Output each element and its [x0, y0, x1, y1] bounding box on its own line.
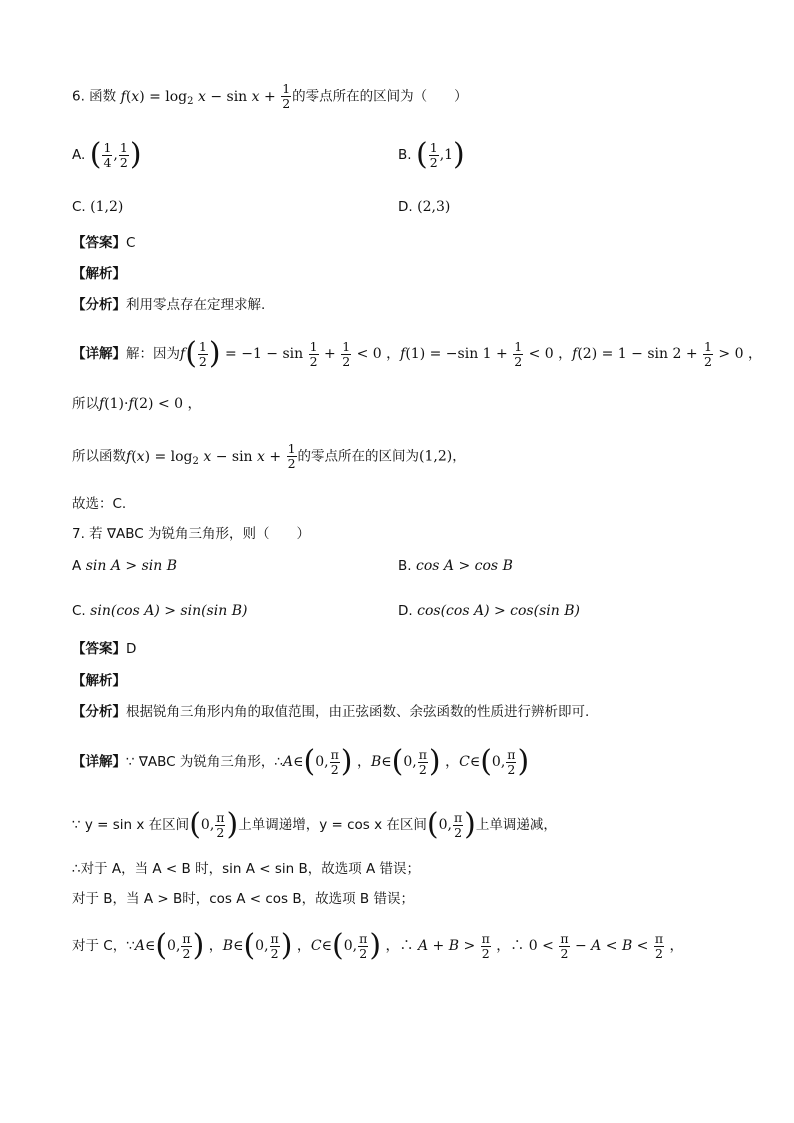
q7-option-b-label: B. — [398, 558, 412, 574]
q6-option-a[interactable] — [72, 137, 142, 172]
q6-xiangjie — [72, 336, 762, 371]
q7-option-b[interactable] — [398, 556, 513, 576]
q7-option-c-label: C. — [72, 603, 86, 619]
q6-answer-tag: 【答案】 — [72, 235, 126, 251]
q6-product-expr: f(1)·f(2) < 0 ， — [99, 396, 202, 412]
q6-option-a-label: A. — [72, 147, 86, 163]
q6-final-choice: 故选：C. — [72, 496, 127, 512]
q6-answer — [72, 233, 135, 253]
q7-interval-1: (0, $\frac{\pi}{2}$ ) — [189, 807, 239, 842]
q7-line-c — [72, 928, 684, 963]
q7-answer-value: D — [126, 641, 137, 657]
q6-so-interval: (1,2) — [419, 448, 453, 465]
q6-xiangjie-lead: 解：因为 — [126, 346, 180, 362]
q7-xiangjie — [72, 744, 530, 779]
q7-option-a-text: sin A > sin B — [85, 558, 177, 574]
q6-option-d-text: (2,3) — [417, 199, 451, 215]
q6-option-b[interactable] — [398, 137, 465, 172]
q6-product-line — [72, 394, 201, 414]
q7-fenxi — [72, 702, 589, 722]
q6-xiangjie-tag: 【详解】 — [72, 346, 126, 362]
q6-answer-value: C — [126, 235, 136, 251]
q6-option-c[interactable] — [72, 197, 123, 217]
q7-xiangjie-tag: 【详解】 — [72, 754, 126, 770]
q7-monotonic-line — [72, 807, 557, 842]
q6-option-d[interactable] — [398, 197, 450, 217]
q6-option-b-expr: ( $\frac{1}{2}$ ,1) — [416, 137, 465, 172]
q7-stem: 7. 若 ∇ABC 为锐角三角形，则（ ） — [72, 526, 310, 542]
q6-so-func-prefix: 所以函数 — [72, 448, 126, 465]
q6-function-expr: $f(x) = \log_2 x - \sin x$ + $\frac{1}{2}$ — [120, 81, 291, 111]
q6-analysis-tag: 【解析】 — [72, 266, 126, 282]
q6-stem-suffix: 的零点所在的区间为（ ） — [292, 88, 468, 105]
q6-so-func-suffix: 的零点所在的区间为 — [297, 448, 420, 465]
q7-analysis-tag: 【解析】 — [72, 673, 126, 689]
q7-option-a[interactable] — [72, 556, 177, 576]
q6-fenxi-text: 利用零点存在定理求解. — [126, 297, 266, 313]
q6-option-a-expr: ( $\frac{1}{4}$ , $\frac{1}{2}$ ) — [89, 137, 142, 172]
q7-fenxi-tag: 【分析】 — [72, 704, 126, 720]
q6-so-func-expr: $f(x) = \log_2 x - \sin x$ + $\frac{1}{2}$ — [126, 441, 296, 471]
q7-range-expr: A∈(0, $\frac{\pi}{2}$ ) ，B∈(0, $\frac{\pi}{2}$ ) ，C∈(0, $\frac{\pi}{2}$ ) — [282, 744, 530, 779]
q7-option-c-text: sin(cos A) > sin(sin B) — [90, 603, 248, 619]
q6-stem-prefix: 6. 函数 — [72, 88, 117, 105]
q7-line-c-expr: A∈(0, $\frac{\pi}{2}$ ) ，B∈(0, $\frac{\pi}{2}$ ) ，C∈(0, $\frac{\pi}{2}$ ) ，∴ A + B > $\frac{\pi}{2}$ ，∴ 0 < $\frac{\pi}{2}$ − A < B < $\frac{\pi}{2}$ ， — [134, 928, 684, 963]
q6-conclusion-line: 所以函数$f(x) = \log_2 x - \sin x$ + $\frac{1}{2}$ 的零点所在的区间为(1,2)， — [72, 441, 466, 471]
q7-mono-mid: 上单调递增，y = cos x 在区间 — [238, 817, 427, 833]
q7-fenxi-text: 根据锐角三角形内角的取值范围，由正弦函数、余弦函数的性质进行辨析即可. — [126, 704, 590, 720]
q7-line-c-prefix: 对于 C，∵ — [72, 938, 135, 954]
q6-option-b-label: B. — [398, 147, 412, 163]
q7-line-a: ∴对于 A，当 A < B 时，sin A < sin B，故选项 A 错误； — [72, 861, 421, 877]
q7-option-c[interactable] — [72, 601, 247, 621]
q6-stem — [72, 82, 468, 112]
q7-option-d[interactable] — [398, 601, 580, 621]
q7-xj-prefix: ∵ ∇ABC 为锐角三角形，∴ — [126, 754, 283, 770]
q7-line-b: 对于 B，当 A > B时，cos A < cos B，故选项 B 错误； — [72, 891, 414, 907]
q6-option-c-label: C. — [72, 199, 86, 215]
q6-fenxi-tag: 【分析】 — [72, 297, 126, 313]
q7-option-d-label: D. — [398, 603, 413, 619]
q7-option-d-text: cos(cos A) > cos(sin B) — [417, 603, 580, 619]
q6-fenxi — [72, 295, 265, 315]
q7-mono-prefix: ∵ y = sin x 在区间 — [72, 817, 190, 833]
q7-answer — [72, 639, 136, 659]
q6-option-c-text: (1,2) — [90, 199, 124, 215]
q7-option-b-text: cos A > cos B — [416, 558, 513, 574]
q6-so-prefix: 所以 — [72, 396, 99, 412]
q6-xiangjie-expr: f( $\frac{1}{2}$ ) = −1 − sin $\frac{1}{2}$ + $\frac{1}{2}$ < 0 ，f(1) = −sin 1 + $\frac{1}{2}$ < 0 ，f(2) = 1 − sin 2 + $\frac{1}{2}$ > 0 ， — [180, 336, 762, 371]
q7-mono-suffix: 上单调递减， — [475, 817, 557, 833]
q7-answer-tag: 【答案】 — [72, 641, 126, 657]
q7-option-a-label: A — [72, 558, 82, 574]
q7-interval-2: (0, $\frac{\pi}{2}$ ) — [426, 807, 476, 842]
q6-option-d-label: D. — [398, 199, 413, 215]
